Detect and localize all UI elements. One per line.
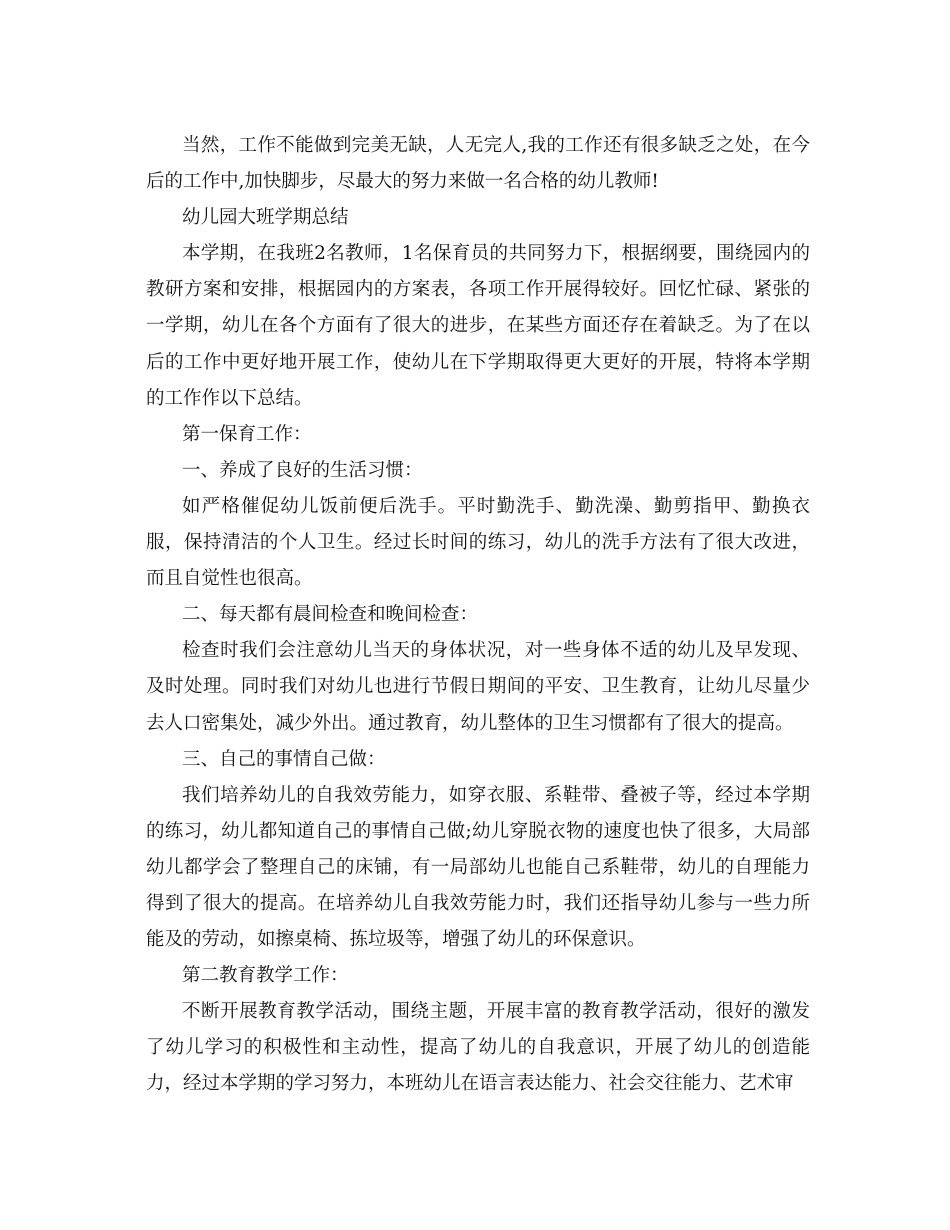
paragraph-living-habits: 如严格催促幼儿饭前便后洗手。平时勤洗手、勤洗澡、勤剪指甲、勤换衣服，保持清洁的个人卫生。经过长时间的练习，幼儿的洗手方法有了很大改进，而且自觉性也很高。 — [146, 495, 810, 590]
document-body — [146, 128, 810, 1103]
heading-care-work: 第一保育工作： — [182, 423, 312, 445]
subheading-living-habits: 一、养成了良好的生活习惯： — [182, 459, 423, 481]
paragraph-self-care: 我们培养幼儿的自我效劳能力，如穿衣服、系鞋带、叠被子等，经过本学期的练习，幼儿都知道自己的事情自己做;幼儿穿脱衣物的速度也快了很多，大局部幼儿都学会了整理自己的床铺，有一局部幼儿也能自己系鞋带，幼儿的自理能力得到了很大的提高。在培养幼儿自我效劳能力时，我们还指导幼儿参与一些力所能及的劳动，如擦桌椅、拣垃圾等，增强了幼儿的环保意识。 — [146, 784, 810, 951]
subheading-daily-checks: 二、每天都有晨间检查和晚间检查： — [182, 604, 479, 626]
subheading-self-care: 三、自己的事情自己做： — [182, 748, 386, 770]
heading-teaching-work: 第二教育教学工作： — [182, 965, 349, 987]
paragraph-closing-remark: 当然，工作不能做到完美无缺，人无完人,我的工作还有很多缺乏之处，在今后的工作中,加快脚步，尽最大的努力来做一名合格的幼儿教师! — [146, 135, 810, 193]
paragraph-teaching-work: 不断开展教育教学活动，围绕主题，开展丰富的教育教学活动，很好的激发了幼儿学习的积极性和主动性，提高了幼儿的自我意识，开展了幼儿的创造能力，经过本学期的学习努力，本班幼儿在语言表达能力、社会交往能力、艺术审 — [146, 1001, 810, 1095]
paragraph-daily-checks: 检查时我们会注意幼儿当天的身体状况，对一些身体不适的幼儿及早发现、及时处理。同时我们对幼儿也进行节假日期间的平安、卫生教育，让幼儿尽量少去人口密集处，减少外出。通过教育，幼儿整体的卫生习惯都有了很大的提高。 — [146, 640, 810, 734]
paragraph-intro: 本学期，在我班2名教师，1名保育员的共同努力下，根据纲要，围绕园内的教研方案和安排，根据园内的方案表，各项工作开展得较好。回忆忙碌、紧张的一学期，幼儿在各个方面有了很大的进步，在某些方面还存在着缺乏。为了在以后的工作中更好地开展工作，使幼儿在下学期取得更大更好的开展，特将本学期的工作作以下总结。 — [146, 243, 810, 409]
section-title: 幼儿园大班学期总结 — [182, 207, 349, 229]
